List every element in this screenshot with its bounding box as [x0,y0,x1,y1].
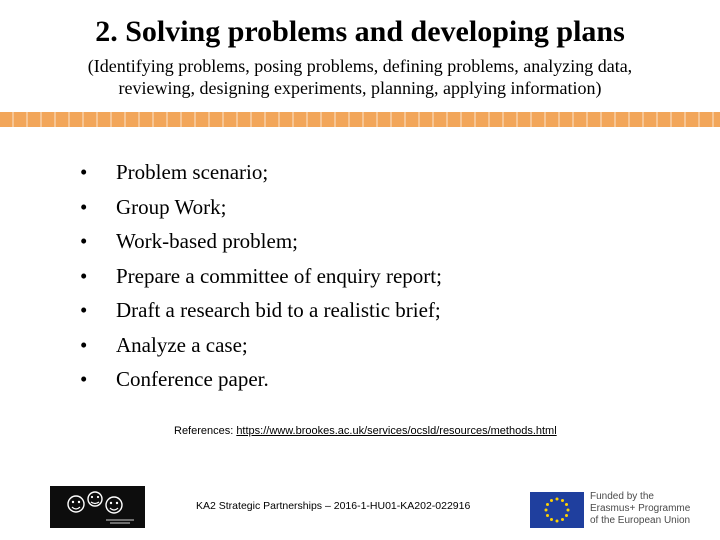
bullet-icon: • [80,160,88,184]
bullet-text: Conference paper. [116,367,269,391]
bullet-icon: • [80,194,88,219]
eu-line-3: of the European Union [590,515,691,526]
subtitle-line-1: (Identifying problems, posing problems, defining problems, analyzing data, [87,56,633,76]
references-link[interactable]: https://www.brookes.ac.uk/services/ocsld/resources/methods.html [236,425,557,437]
references [174,424,557,438]
eu-line-1: Funded by the [590,491,654,502]
bullet-text: Analyze a case; [116,332,248,357]
slide-subtitle [40,55,680,99]
bullet-icon: • [80,229,88,253]
bullet-text: Draft a research bid to a realistic brief; [116,298,441,322]
list-item [80,362,442,397]
list-item [80,328,442,363]
list-item [80,190,442,225]
eu-flag-icon [530,492,584,528]
smiley-faces-logo-icon [50,486,145,528]
eu-funding-text [590,491,718,527]
bullet-text: Group Work; [116,194,227,219]
subtitle-line-2: reviewing, designing experiments, planning, applying information) [118,78,602,98]
project-reference: KA2 Strategic Partnerships – 2016-1-HU01-KA202-022916 [196,500,471,512]
bullet-icon: • [80,263,88,288]
slide-title: 2. Solving problems and developing plans [95,15,625,48]
bullet-text: Prepare a committee of enquiry report; [116,263,442,288]
references-label: References: [174,425,234,437]
bullet-list [80,155,442,397]
list-item [80,224,442,259]
list-item [80,293,442,328]
list-item [80,155,442,190]
decorative-stripe [0,112,720,127]
bullet-text: Work-based problem; [116,229,299,253]
bullet-icon: • [80,332,88,357]
bullet-text: Problem scenario; [116,160,269,184]
bullet-icon: • [80,367,88,391]
list-item [80,259,442,294]
eu-line-2: Erasmus+ Programme [590,503,691,514]
bullet-icon: • [80,298,88,322]
